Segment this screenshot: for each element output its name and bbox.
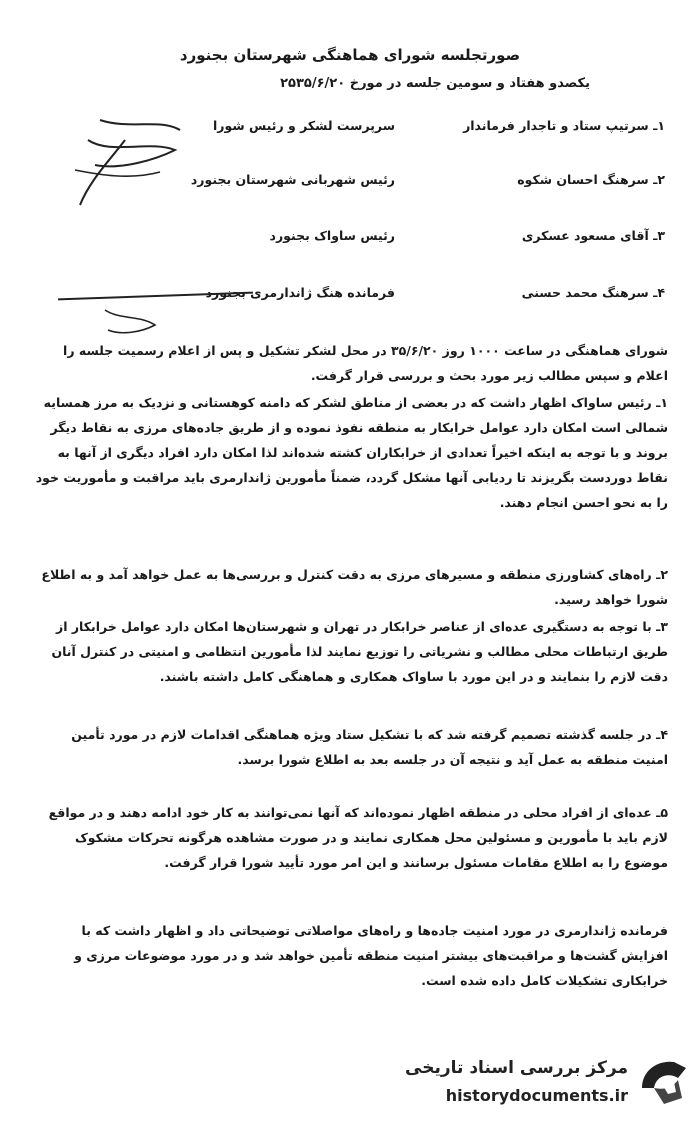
paragraph: فرمانده ژاندارمری در مورد امنیت جاده‌ها و راه‌های مواصلاتی توضیحاتی داد و اظهار داشت که با افزایش گشت‌ها و مراقبت‌های بیشتر امنیت منطقه تأمین خواهد شد و در مورد موضوعات مرزی و خرابکاری تشکیلات کامل داده شده است. xyxy=(74,923,668,988)
attendee-title: رئیس شهربانی شهرستان بجنورد xyxy=(190,172,395,187)
paragraph: ۲ـ راه‌های کشاورزی منطقه و مسیرهای مرزی به دقت کنترل و بررسی‌ها به عمل خواهد آمد و به اطلاع شورا خواهد رسید. xyxy=(41,567,668,607)
signature-mark xyxy=(100,305,160,340)
attendee-title: فرمانده هنگ ژاندارمری بجنورد xyxy=(205,285,395,300)
document-title: صورتجلسه شورای هماهنگی شهرستان بجنورد xyxy=(179,46,521,64)
attendee-name: ۱ـ سرتیپ ستاد و تاجدار فرماندار xyxy=(463,118,665,133)
paragraph: ۴ـ در جلسه گذشته تصمیم گرفته شد که با تشکیل ستاد ویژه هماهنگی اقدامات لازم در مورد تأمین امنیت منطقه به عمل آید و نتیجه آن در جلسه بعد به اطلاع شورا برسد. xyxy=(71,727,668,767)
attendee-name: ۲ـ سرهنگ احسان شکوه xyxy=(517,172,665,187)
attendee-name: ۴ـ سرهنگ محمد حسنی xyxy=(521,285,665,300)
attendee-name: ۳ـ آقای مسعود عسکری xyxy=(521,228,665,243)
archive-logo-icon xyxy=(638,1058,690,1108)
attendee-title: سرپرست لشکر و رئیس شورا xyxy=(213,118,395,133)
paragraph: ۳ـ با توجه به دستگیری عده‌ای از عناصر خرابکار در تهران و شهرستان‌ها امکان دارد عوامل خرابکار از طریق ارتباطات محلی مطالب و نشریاتی را توزیع نمایند لذا مأمورین انتظامی و امنیتی در کنترل آنان دقت لازم را بنمایند و در این مورد با ساواک همکاری و هماهنگی کامل داشته باشند. xyxy=(51,619,668,684)
watermark-title: مرکز بررسی اسناد تاریخی xyxy=(405,1058,628,1078)
attendee-row xyxy=(40,228,665,254)
attendee-title: رئیس ساواک بجنورد xyxy=(269,228,395,243)
paragraph: ۱ـ رئیس ساواک اظهار داشت که در بعضی از مناطق لشکر که دامنه کوهستانی و نزدیک به مرز همسایه شمالی است امکان دارد عوامل خرابکار به منطقه نفوذ نموده و از طریق جاده‌های مرزی به نقاط دیگر بروند و با توجه به اینکه اخیراً تعدادی از خرابکاران کشته شده‌اند لذا امکان دارد افراد دیگری از آنها به نقاط دوردست بگریزند تا ردیابی آنها مشکل گردد، ضمناً مأمورین ژاندارمری باید مراقبت و مأموریت خود را به نحو احسن انجام دهند. xyxy=(35,395,668,510)
paragraph: شورای هماهنگی در ساعت ۱۰۰۰ روز ۳۵/۶/۲۰ در محل لشکر تشکیل و پس از اعلام رسمیت جلسه را اعلام و سپس مطالب زیر مورد بحث و بررسی قرار گرفت. xyxy=(63,343,668,383)
paragraph: ۵ـ عده‌ای از افراد محلی در منطقه اظهار نموده‌اند که آنها نمی‌توانند به کار خود ادامه دهند و در مواقع لازم باید با مأمورین و مسئولین محل همکاری نمایند و در صورت مشاهده هرگونه تحرکات مشکوک موضوع را به اطلاع مقامات مسئول برسانند و این امر مورد تأیید شورا قرار گرفت. xyxy=(48,805,668,870)
signature-image xyxy=(70,110,190,210)
document-subtitle: یکصدو هفتاد و سومین جلسه در مورخ ۲۵۳۵/۶/۲۰ xyxy=(280,76,590,91)
watermark-url: historydocuments.ir xyxy=(445,1086,628,1105)
watermark xyxy=(405,1052,690,1114)
